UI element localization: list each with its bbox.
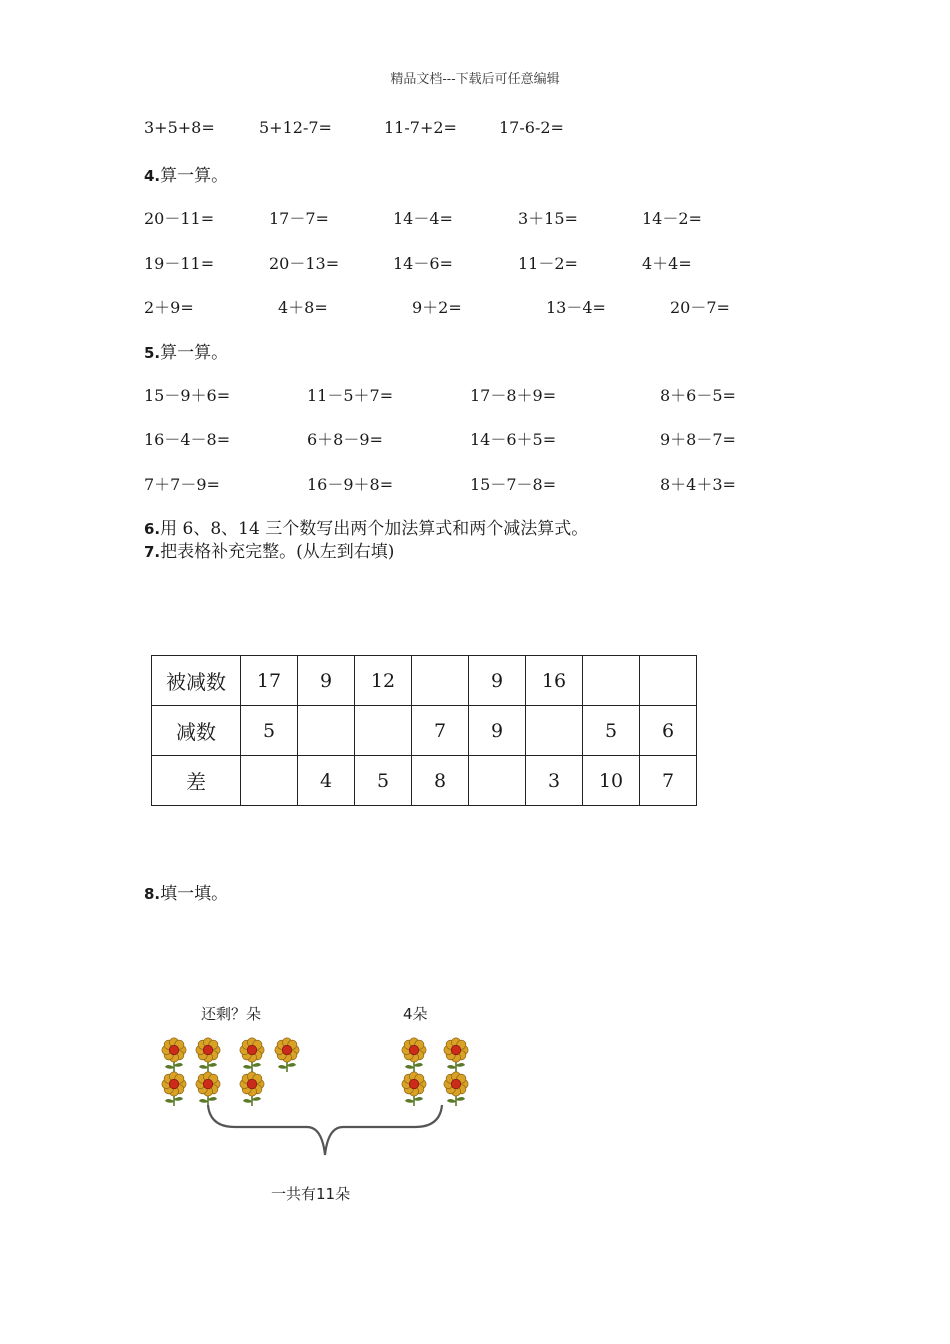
- equation: 15－9＋6=: [144, 386, 231, 405]
- table-cell: [469, 756, 526, 806]
- brace-icon: [205, 1103, 445, 1163]
- equation: 17-6-2=: [499, 118, 564, 137]
- equation: 5+12-7=: [259, 118, 332, 137]
- table-cell: 5: [583, 706, 640, 756]
- equation: 15－7－8=: [470, 475, 557, 494]
- equation: 20－11=: [144, 209, 215, 228]
- flower-icon: [399, 1071, 429, 1107]
- equation: 17－7=: [269, 209, 329, 228]
- table-cell: 8: [412, 756, 469, 806]
- subtraction-table: [151, 655, 697, 806]
- question-text: 填一填。: [160, 884, 229, 904]
- equation: 20－13=: [269, 254, 340, 273]
- equation: 8＋4＋3=: [660, 475, 736, 494]
- table-cell: [583, 656, 640, 706]
- question-text: 算一算。: [160, 166, 229, 186]
- equation: 14－4=: [393, 209, 453, 228]
- question-4-title: [144, 161, 228, 186]
- question-number: 6.: [144, 520, 161, 538]
- equation: 11－2=: [518, 254, 578, 273]
- table-cell: 17: [241, 656, 298, 706]
- equation: 11－5＋7=: [307, 386, 394, 405]
- question-text: 用 6、8、14 三个数写出两个加法算式和两个减法算式。: [160, 519, 589, 539]
- question-text: 把表格补充完整。(从左到右填): [160, 542, 395, 562]
- question-number: 8.: [144, 885, 161, 903]
- equation: 14－6=: [393, 254, 453, 273]
- question-7-title: [144, 537, 394, 562]
- table-cell: [298, 706, 355, 756]
- table-cell: [241, 756, 298, 806]
- table-row: [152, 756, 697, 806]
- equation: 7＋7－9=: [144, 475, 220, 494]
- equation: 14－2=: [642, 209, 702, 228]
- equation: 16－9＋8=: [307, 475, 394, 494]
- table-row: [152, 656, 697, 706]
- equation: 17－8＋9=: [470, 386, 557, 405]
- equation: 3＋15=: [518, 209, 578, 228]
- table-cell: [412, 656, 469, 706]
- table-cell: 7: [412, 706, 469, 756]
- table-cell: 9: [469, 706, 526, 756]
- table-cell: [526, 706, 583, 756]
- question-6-title: [144, 514, 588, 539]
- flower-icon: [399, 1037, 429, 1073]
- table-cell: 7: [640, 756, 697, 806]
- table-cell: 9: [298, 656, 355, 706]
- table-cell: 6: [640, 706, 697, 756]
- given-label: 4朵: [403, 1005, 428, 1023]
- row-label-subtrahend: 减数: [152, 706, 241, 756]
- flower-icon: [159, 1037, 189, 1073]
- table-cell: 16: [526, 656, 583, 706]
- flower-icon: [237, 1071, 267, 1107]
- row-label-minuend: 被减数: [152, 656, 241, 706]
- question-number: 4.: [144, 167, 161, 185]
- question-5-title: [144, 338, 228, 363]
- equation: 20－7=: [670, 298, 730, 317]
- remaining-label: 还剩？朵: [201, 1005, 262, 1023]
- equation: 9＋8－7=: [660, 430, 736, 449]
- equation: 16－4－8=: [144, 430, 231, 449]
- flower-icon: [193, 1037, 223, 1073]
- equation: 2＋9=: [144, 298, 194, 317]
- table-cell: 5: [355, 756, 412, 806]
- page-header: 精品文档---下载后可任意编辑: [390, 72, 560, 87]
- question-8-title: [144, 879, 228, 904]
- flower-icon: [237, 1037, 267, 1073]
- equation: 4＋8=: [278, 298, 328, 317]
- table-cell: 4: [298, 756, 355, 806]
- table-cell: 5: [241, 706, 298, 756]
- total-label: 一共有11朵: [271, 1185, 351, 1203]
- equation: 3+5+8=: [144, 118, 215, 137]
- question-text: 算一算。: [160, 343, 229, 363]
- flower-icon: [272, 1037, 302, 1073]
- flower-icon: [159, 1071, 189, 1107]
- flower-icon: [441, 1071, 471, 1107]
- flower-icon: [441, 1037, 471, 1073]
- equation: 13－4=: [546, 298, 606, 317]
- equation: 11-7+2=: [384, 118, 457, 137]
- row-label-difference: 差: [152, 756, 241, 806]
- flower-icon: [193, 1071, 223, 1107]
- equation: 19－11=: [144, 254, 215, 273]
- question-number: 5.: [144, 344, 161, 362]
- equation: 9＋2=: [412, 298, 462, 317]
- question-number: 7.: [144, 543, 161, 561]
- table-cell: 12: [355, 656, 412, 706]
- table-cell: 10: [583, 756, 640, 806]
- equation: 4＋4=: [642, 254, 692, 273]
- equation: 6＋8－9=: [307, 430, 383, 449]
- table-cell: 9: [469, 656, 526, 706]
- equation: 8＋6－5=: [660, 386, 736, 405]
- table-cell: [640, 656, 697, 706]
- equation: 14－6＋5=: [470, 430, 557, 449]
- table-cell: 3: [526, 756, 583, 806]
- table-cell: [355, 706, 412, 756]
- table-row: [152, 706, 697, 756]
